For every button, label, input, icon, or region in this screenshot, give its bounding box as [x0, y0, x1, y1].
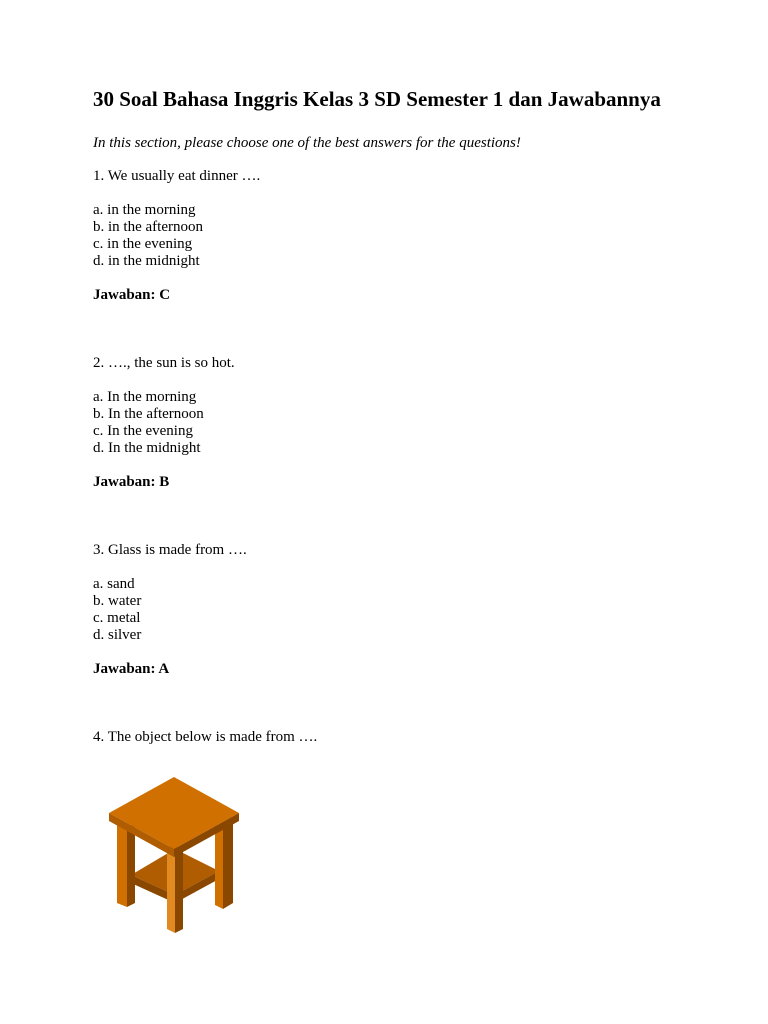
wooden-stool-icon	[107, 777, 243, 935]
option-list	[93, 576, 693, 644]
option-c: c. metal	[93, 610, 141, 626]
option-d: d. in the midnight	[93, 253, 200, 269]
stool-front-leg-right	[175, 851, 183, 933]
option-a: a. sand	[93, 576, 135, 592]
question-text: 4. The object below is made from ….	[93, 729, 318, 745]
option-list	[93, 202, 693, 270]
answer-key: Jawaban: A	[93, 661, 170, 677]
stool-right-leg-side	[223, 823, 233, 909]
stool-left-leg-front	[117, 823, 127, 907]
document-page	[93, 86, 693, 746]
question-2	[93, 355, 693, 491]
question-1	[93, 168, 693, 304]
answer-key: Jawaban: C	[93, 287, 171, 303]
page-title: 30 Soal Bahasa Inggris Kelas 3 SD Semester 1 dan Jawabannya	[93, 87, 661, 111]
stool-left-leg-side	[127, 823, 135, 907]
answer-key: Jawaban: B	[93, 474, 170, 490]
stool-right-leg-front	[215, 825, 223, 909]
option-c: c. In the evening	[93, 423, 193, 439]
option-a: a. In the morning	[93, 389, 197, 405]
option-b: b. in the afternoon	[93, 219, 203, 235]
instructions: In this section, please choose one of the best answers for the questions!	[93, 135, 521, 151]
option-d: d. In the midnight	[93, 440, 201, 456]
stool-front-leg-left	[167, 851, 175, 933]
question-text: 3. Glass is made from ….	[93, 542, 247, 558]
question-text: 1. We usually eat dinner ….	[93, 168, 261, 184]
option-c: c. in the evening	[93, 236, 193, 252]
option-d: d. silver	[93, 627, 142, 643]
option-list	[93, 389, 693, 457]
question-4	[93, 729, 693, 746]
option-b: b. In the afternoon	[93, 406, 204, 422]
option-b: b. water	[93, 593, 142, 609]
option-a: a. in the morning	[93, 202, 196, 218]
question-text: 2. …., the sun is so hot.	[93, 355, 235, 371]
question-3	[93, 542, 693, 678]
